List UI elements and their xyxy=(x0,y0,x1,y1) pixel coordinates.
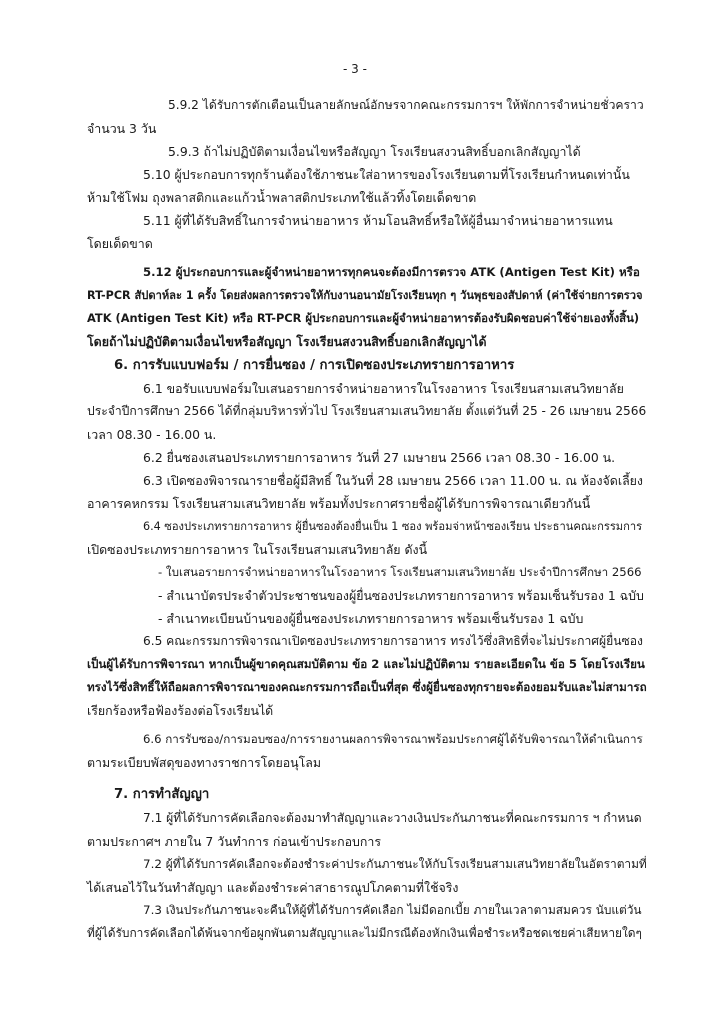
text-line: 6.4 ซองประเภทรายการอาหาร ผู้ยื่นซองต้องยื่นเป็น 1 ซอง พร้อมจ่าหน้าซองเรียน ประธานคณะกรรมการ xyxy=(143,520,643,533)
text-line: 6.2 ยื่นซองเสนอประเภทรายการอาหาร วันที่ 27 เมษายน 2566 เวลา 08.30 - 16.00 น. xyxy=(143,450,616,465)
section-heading: 7. การทำสัญญา xyxy=(114,787,210,802)
text-line: ATK (Antigen Test Kit) หรือ RT-PCR ผู้ประกอบการและผู้จำหน่ายอาหารต้องรับผิดชอบค่าใช้จ่ายเองทั้งสิ้น) xyxy=(87,311,640,325)
list-item: - ใบเสนอรายการจำหน่ายอาหารในโรงอาหาร โรงเรียนสามเสนวิทยาลัย ประจำปีการศึกษา 2566 xyxy=(158,565,642,579)
text-line: เป็นผู้ได้รับการพิจารณา หากเป็นผู้ขาดคุณสมบัติตาม ข้อ 2 และไม่ปฏิบัติตาม รายละเอียดใน ข้อ 5 โดยโรงเรียน xyxy=(87,657,645,671)
text-line: 7.3 เงินประกันภาชนะจะคืนให้ผู้ที่ได้รับการคัดเลือก ไม่มีดอกเบี้ย ภายในเวลาตามสมควร นับแต่วัน xyxy=(143,903,642,917)
text-line: 6.3 เปิดซองพิจารณารายชื่อผู้มีสิทธิ์ ในวันที่ 28 เมษายน 2566 เวลา 11.00 น. ณ ห้องจัดเลี้ยง xyxy=(143,473,643,488)
text-line: จำนวน 3 วัน xyxy=(87,121,157,136)
text-line: ได้เสนอไว้ในวันทำสัญญา และต้องชำระค่าสาธารณูปโภคตามที่ใช้จริง xyxy=(87,880,459,895)
text-line: อาคารคหกรรม โรงเรียนสามเสนวิทยาลัย พร้อมทั้งประกาศรายชื่อผู้ได้รับการพิจารณาเดียวกันนี้ xyxy=(87,496,591,511)
text-line: ทรงไว้ซึ่งสิทธิ์ให้ถือผลการพิจารณาของคณะกรรมการถือเป็นที่สุด ซึ่งผู้ยื่นซองทุกรายจะต้องยอมรับและไม่สามารถ xyxy=(87,680,647,694)
text-line: เรียกร้องหรือฟ้องร้องต่อโรงเรียนได้ xyxy=(87,703,274,718)
text-line: 6.5 คณะกรรมการพิจารณาเปิดซองประเภทรายการอาหาร ทรงไว้ซึ่งสิทธิที่จะไม่ประกาศผู้ยื่นซอง xyxy=(143,634,643,648)
text-line: RT-PCR สัปดาห์ละ 1 ครั้ง โดยส่งผลการตรวจให้กับงานอนามัยโรงเรียนทุก ๆ วันพุธของสัปดาห์ (ค่าใช้จ่ายการตรวจ xyxy=(87,289,643,302)
text-line: เปิดซองประเภทรายการอาหาร ในโรงเรียนสามเสนวิทยาลัย ดังนี้ xyxy=(87,542,428,557)
text-line: ตามประกาศฯ ภายใน 7 วันทำการ ก่อนเข้าประกอบการ xyxy=(87,834,382,849)
text-line: 7.1 ผู้ที่ได้รับการคัดเลือกจะต้องมาทำสัญญาและวางเงินประกันภาชนะที่คณะกรรมการ ฯ กำหนด xyxy=(143,811,642,825)
text-line: 5.9.2 ได้รับการตักเตือนเป็นลายลักษณ์อักษรจากคณะกรรมการฯ ให้พักการจำหน่ายชั่วคราว xyxy=(168,98,644,112)
text-line: 5.9.3 ถ้าไม่ปฏิบัติตามเงื่อนไขหรือสัญญา โรงเรียนสงวนสิทธิ์บอกเลิกสัญญาได้ xyxy=(168,144,581,159)
text-line: 6.1 ขอรับแบบฟอร์มใบเสนอรายการจำหน่ายอาหารในโรงอาหาร โรงเรียนสามเสนวิทยาลัย xyxy=(143,381,624,396)
text-line: ตามระเบียบพัสดุของทางราชการโดยอนุโลม xyxy=(87,755,322,770)
text-line: 5.10 ผู้ประกอบการทุกร้านต้องใช้ภาชนะใส่อาหารของโรงเรียนตามที่โรงเรียนกำหนดเท่านั้น xyxy=(143,167,630,182)
page-number: - 3 - xyxy=(343,62,367,76)
text-line: 5.12 ผู้ประกอบการและผู้จำหน่ายอาหารทุกคนจะต้องมีการตรวจ ATK (Antigen Test Kit) หรือ xyxy=(143,265,640,279)
text-line: 5.11 ผู้ที่ได้รับสิทธิ์ในการจำหน่ายอาหาร ห้ามโอนสิทธิ์หรือให้ผู้อื่นมาจำหน่ายอาหารแทน xyxy=(143,213,613,228)
text-line: ห้ามใช้โฟม ถุงพลาสติกและแก้วน้ำพลาสติกประเภทใช้แล้วทิ้งโดยเด็ดขาด xyxy=(87,190,477,205)
text-line: 7.2 ผู้ที่ได้รับการคัดเลือกจะต้องชำระค่าประกันภาชนะให้กับโรงเรียนสามเสนวิทยาลัยในอัตราตามที่ xyxy=(143,857,647,871)
text-line: โดยเด็ดขาด xyxy=(87,236,153,251)
section-heading: 6. การรับแบบฟอร์ม / การยื่นซอง / การเปิดซองประเภทรายการอาหาร xyxy=(114,358,515,373)
text-line: โดยถ้าไม่ปฏิบัติตามเงื่อนไขหรือสัญญา โรงเรียนสงวนสิทธิ์บอกเลิกสัญญาได้ xyxy=(87,334,487,349)
text-line: ประจำปีการศึกษา 2566 ได้ที่กลุ่มบริหารทั่วไป โรงเรียนสามเสนวิทยาลัย ตั้งแต่วันที่ 25 - 26 เมษายน 2566 xyxy=(87,404,647,418)
list-item: - สำเนาทะเบียนบ้านของผู้ยื่นซองประเภทรายการอาหาร พร้อมเซ็นรับรอง 1 ฉบับ xyxy=(158,611,584,626)
list-item: - สำเนาบัตรประจำตัวประชาชนของผู้ยื่นซองประเภทรายการอาหาร พร้อมเซ็นรับรอง 1 ฉบับ xyxy=(158,588,644,603)
text-line: เวลา 08.30 - 16.00 น. xyxy=(87,427,217,442)
text-line: 6.6 การรับซอง/การมอบซอง/การรายงานผลการพิจารณาพร้อมประกาศผู้ได้รับพิจารณาให้ดำเนินการ xyxy=(143,732,643,746)
text-line: ที่ผู้ได้รับการคัดเลือกได้พ้นจากข้อผูกพันตามสัญญาและไม่มีกรณีต้องหักเงินเพื่อชำระหรือชดเชยค่าเสียหายใดๆ xyxy=(87,926,642,940)
